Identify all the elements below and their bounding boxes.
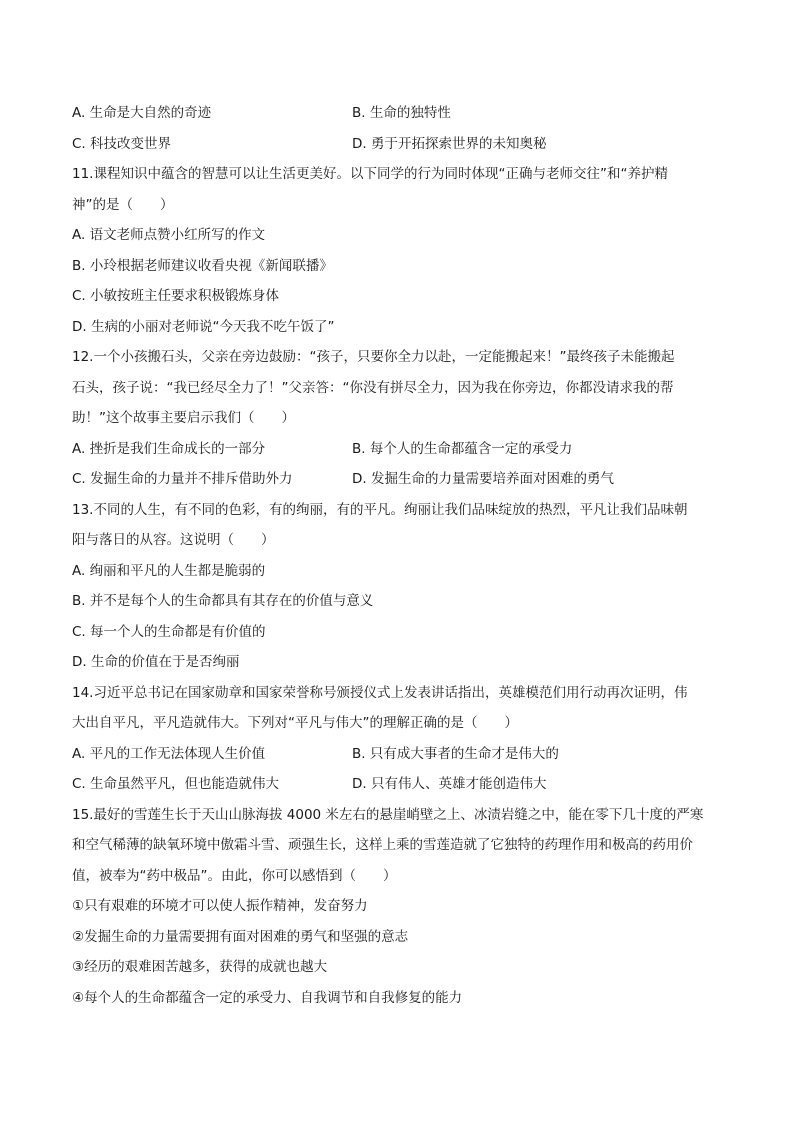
q15-statement-4: ④每个人的生命都蕴含一定的承受力、自我调节和自我修复的能力 <box>72 989 463 1006</box>
q15-stem-line-1: 15.最好的雪莲生长于天山山脉海拔 4000 米左右的悬崖峭壁之上、冰渍岩缝之中，能在零下几十度的严寒 <box>72 806 704 823</box>
q14-options-row-2 <box>72 769 722 800</box>
q12-stem-line-1: 12.一个小孩搬石头，父亲在旁边鼓励：“孩子，只要你全力以赴，一定能搬起来！”最终孩子未能搬起 <box>72 349 675 365</box>
q13-option-c: C. 每一个人的生命都是有价值的 <box>72 623 266 640</box>
q11-option-a: A. 语文老师点赞小红所写的作文 <box>72 227 266 243</box>
q12-option-b: B. 每个人的生命都蕴含一定的承受力 <box>352 440 573 457</box>
q10-option-a: A. 生命是大自然的奇迹 <box>72 105 212 121</box>
q10-options-row-1 <box>72 98 722 129</box>
exam-page <box>72 98 722 1013</box>
q14-stem-line-2: 大出自平凡，平凡造就伟大。下列对“平凡与伟大”的理解正确的是（ ） <box>72 715 518 731</box>
q12-options-row-2 <box>72 464 722 495</box>
q13-stem-line-1: 13.不同的人生，有不同的色彩，有的绚丽，有的平凡。绚丽让我们品味绽放的热烈，平凡让我们品味朝 <box>72 501 688 518</box>
q13-option-d: D. 生命的价值在于是否绚丽 <box>72 654 240 670</box>
q14-options-row-1 <box>72 739 722 770</box>
q14-option-b: B. 只有成大事者的生命才是伟大的 <box>352 745 559 762</box>
q12-stem-line-3: 助！”这个故事主要启示我们（ ） <box>72 410 295 426</box>
q12-option-a: A. 挫折是我们生命成长的一部分 <box>72 440 266 457</box>
q11-option-d: D. 生病的小丽对老师说“今天我不吃午饭了” <box>72 318 335 335</box>
q10-option-c: C. 科技改变世界 <box>72 135 172 152</box>
q12-stem-line-2: 石头，孩子说：“我已经尽全力了！”父亲答：“你没有拼尽全力，因为我在你旁边，你都没请求我的帮 <box>72 379 674 396</box>
q12-option-d: D. 发掘生命的力量需要培养面对困难的勇气 <box>352 471 614 487</box>
q11-stem-line-1: 11.课程知识中蕴含的智慧可以让生活更美好。以下同学的行为同时体现“正确与老师交往”和“养护精 <box>72 166 668 182</box>
q13-stem-line-2: 阳与落日的从容。这说明（ ） <box>72 532 275 548</box>
q15-stem-line-2: 和空气稀薄的缺氧环境中傲霜斗雪、顽强生长，这样上乘的雪莲造就了它独特的药理作用和极高的药用价 <box>72 837 693 853</box>
q11-option-c: C. 小敏按班主任要求积极锻炼身体 <box>72 288 280 304</box>
q14-option-a: A. 平凡的工作无法体现人生价值 <box>72 745 266 762</box>
q15-statement-1: ①只有艰难的环境才可以使人振作精神，发奋努力 <box>72 898 368 914</box>
q13-option-b: B. 并不是每个人的生命都具有其存在的价值与意义 <box>72 593 374 609</box>
q11-option-b: B. 小玲根据老师建议收看央视《新闻联播》 <box>72 257 333 274</box>
q10-options-row-2 <box>72 129 722 160</box>
q15-statement-2: ②发掘生命的力量需要拥有面对困难的勇气和坚强的意志 <box>72 928 409 945</box>
q14-option-c: C. 生命虽然平凡，但也能造就伟大 <box>72 776 280 792</box>
q14-stem-line-1: 14.习近平总书记在国家勋章和国家荣誉称号颁授仪式上发表讲话指出，英雄模范们用行动再次证明，伟 <box>72 684 688 701</box>
q10-option-b: B. 生命的独特性 <box>352 105 451 121</box>
q12-option-c: C. 发掘生命的力量并不排斥借助外力 <box>72 471 293 487</box>
q15-statement-3: ③经历的艰难困苦越多，获得的成就也越大 <box>72 959 328 975</box>
q11-stem-line-2: 神”的是（ ） <box>72 196 174 213</box>
q10-option-d: D. 勇于开拓探索世界的未知奥秘 <box>352 135 547 152</box>
q15-stem-line-3: 值，被奉为“药中极品”。由此，你可以感悟到（ ） <box>72 867 397 884</box>
q13-option-a: A. 绚丽和平凡的人生都是脆弱的 <box>72 562 266 579</box>
q12-options-row-1 <box>72 434 722 465</box>
q14-option-d: D. 只有伟人、英雄才能创造伟大 <box>352 776 547 792</box>
